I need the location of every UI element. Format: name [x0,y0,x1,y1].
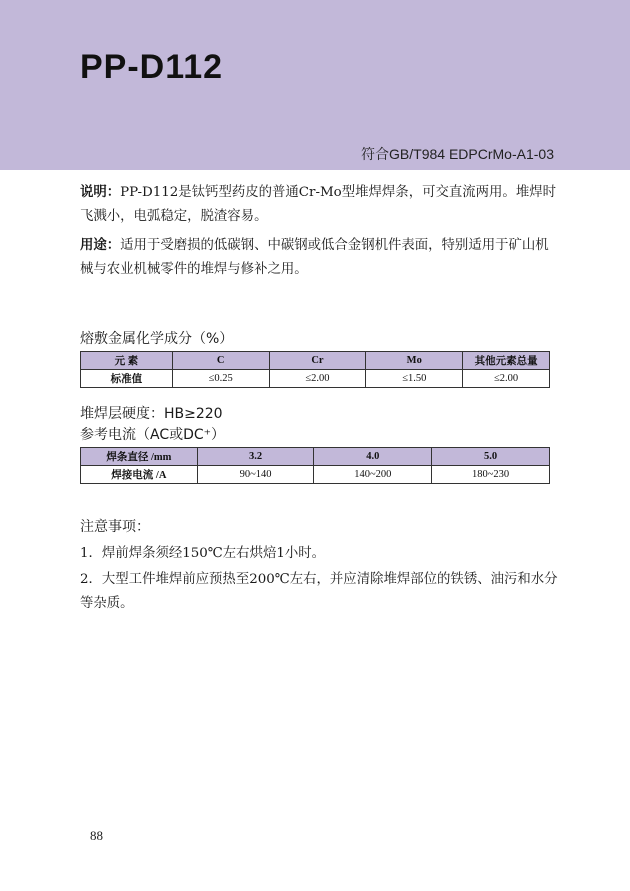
composition-header-cell: C [172,352,269,370]
description-label: 说明： [80,185,121,200]
composition-header-cell: Cr [269,352,366,370]
usage-label: 用途： [80,238,121,253]
current-table [80,447,550,484]
description-text: PP-D112是钛钙型药皮的普通Cr-Mo型堆焊焊条，可交直流两用。堆焊时飞溅小，电弧稳定，脱渣容易。 [80,185,556,224]
composition-header-cell: Mo [366,352,463,370]
composition-row-label: 标准值 [81,370,173,388]
page-number: 88 [90,828,103,843]
description-paragraph [80,181,562,229]
composition-cell: ≤2.00 [463,370,550,388]
current-header-row [81,448,550,466]
notes-title: 注意事项： [80,519,150,535]
composition-header-cell: 其他元素总量 [463,352,550,370]
current-row-label: 焊接电流 /A [81,466,198,484]
hardness-line: 堆焊层硬度：HB≥220 [80,406,223,422]
composition-cell: ≤0.25 [172,370,269,388]
composition-title: 熔敷金属化学成分（%） [80,331,234,347]
current-header-cell: 5.0 [432,448,550,466]
composition-table [80,351,550,388]
note-item-2: 2．大型工件堆焊前应预热至200℃左右，并应清除堆焊部位的铁锈、油污和水分等杂质。 [80,572,558,611]
composition-value-row [81,370,550,388]
current-cell: 140~200 [314,466,432,484]
current-header-cell: 4.0 [314,448,432,466]
usage-text: 适用于受磨损的低碳钢、中碳钢或低合金钢机件表面，特别适用于矿山机械与农业机械零件的堆焊与修补之用。 [80,238,549,277]
composition-cell: ≤2.00 [269,370,366,388]
usage-paragraph [80,234,562,282]
current-header-cell: 3.2 [197,448,314,466]
current-cell: 90~140 [197,466,314,484]
current-cell: 180~230 [432,466,550,484]
composition-header-cell: 元 素 [81,352,173,370]
current-title: 参考电流（AC或DC⁺） [80,427,226,443]
composition-header-row [81,352,550,370]
header-band [0,0,630,170]
current-header-cell: 焊条直径 /mm [81,448,198,466]
current-value-row [81,466,550,484]
composition-cell: ≤1.50 [366,370,463,388]
standard-conformity: 符合GB/T984 EDPCrMo-A1-03 [361,146,554,162]
product-title: PP-D112 [80,48,224,86]
note-item-1: 1．焊前焊条须经150℃左右烘焙1小时。 [80,546,326,561]
